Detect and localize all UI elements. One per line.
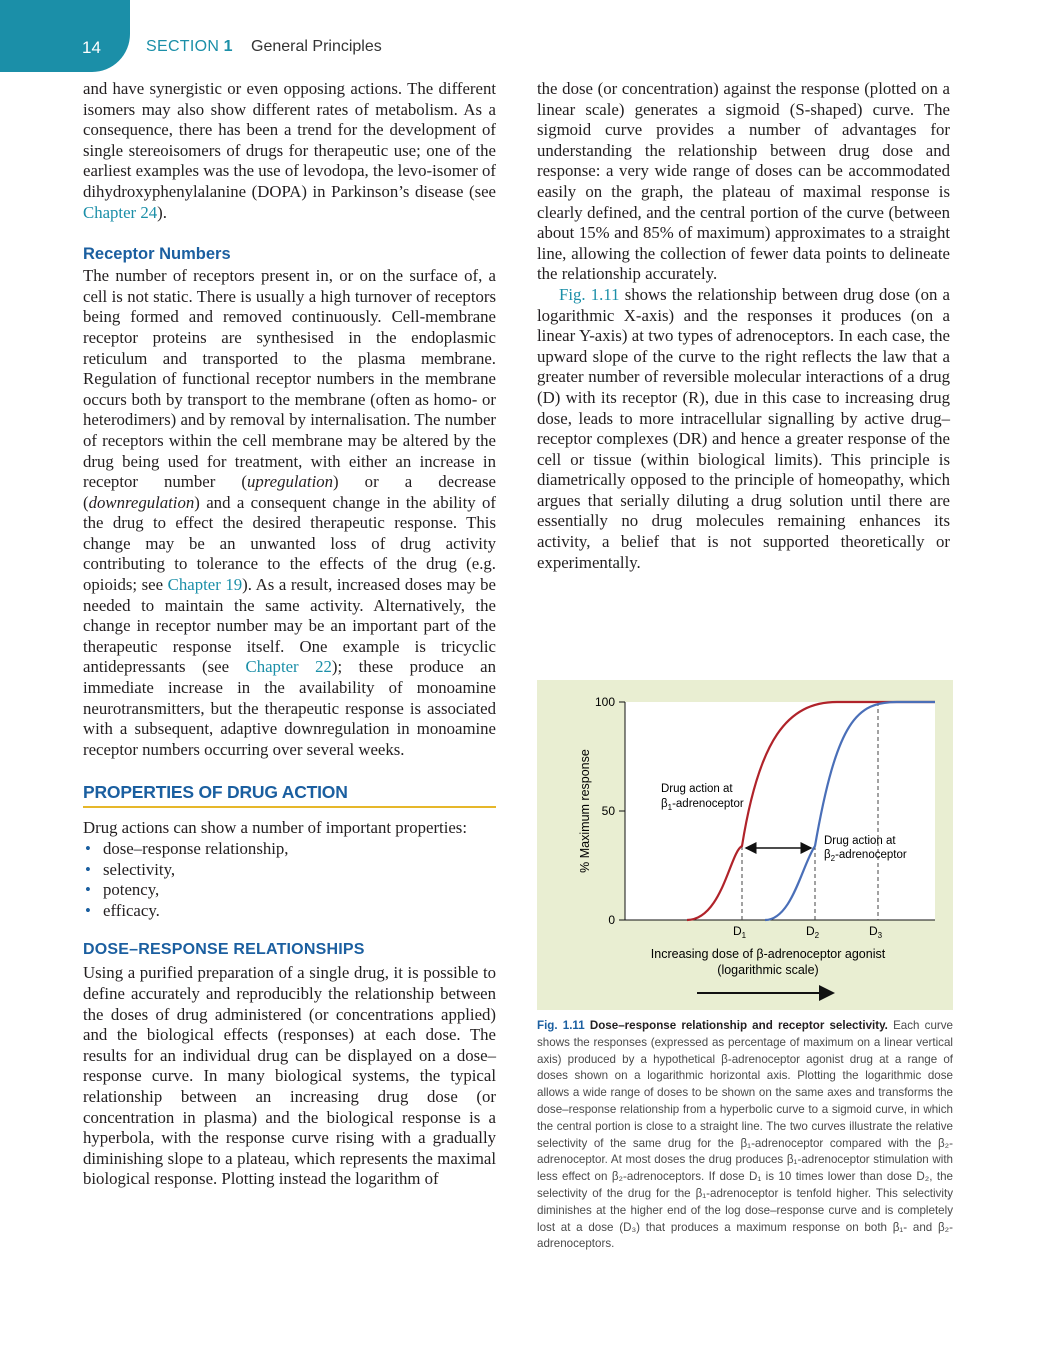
x-marker-d1: $D_1$ <box>733 924 747 940</box>
figure-caption <box>537 1018 953 1253</box>
section-tab <box>0 0 130 72</box>
figure-link[interactable]: Fig. 1.11 <box>559 284 620 304</box>
paragraph: Drug actions can show a number of important properties: <box>83 818 468 838</box>
section-title: General Principles <box>251 38 382 55</box>
list-item: • selectivity, <box>85 859 176 879</box>
caption-text: Each curve shows the responses (expressed as percentage of maximum on a linear vertical axis) produced by a hypothetical β-adrenoceptor agonist drug at a range of doses shown on a logarithmic horizontal axis. Plotting the logarithmic dose allows a wide range of doses to be shown on the same axes and transforms the dose–response relationship from a hyperbolic curve to a sigmoid curve, in which the central portion is close to a straight line. The two curves illustrate the relative selectivity of the same drug for the β₁-adrenoceptor compared with the β₂-adrenoceptor. At most doses the drug produces β₁-adrenoceptor stimulation with less effect on β₂-adrenoceptors. If dose D₁ is 10 times lower than dose D₂, the selectivity of the drug for the β₁-adrenoceptor is tenfold higher. This selectivity diminishes at the higher end of the log dose–response curve and is completely lost at a dose (D₃) that produces a maximum response on both β₁- and β₂-adrenoceptors. <box>537 1019 953 1251</box>
paragraph: The number of receptors present in, or on the surface of, a cell is not static. There is usually a high turnover of receptors being formed and removed continuously. Cell-membrane receptor proteins are synthesised in the endoplasmic reticulum and transported to the plasma membrane. Regulation of functional receptor numbers in the membrane occurs both by transport to the membrane (often as homo- or heterodimers) and by removal by internalisation. The number of receptors within the cell membrane may be altered by the drug being used for treatment, with either an increase in receptor number (upregulation) or a decrease (downregulation) and a consequent change in the ability of the drug to effect the desired therapeutic response. This change may be an unwanted loss of drug activity contributing to tolerance to the effects of the drug (e.g. opioids; see Chapter 19). As a result, increased doses may be needed to maintain the same activity. Alternatively, the change in receptor number may be an important part of the therapeutic response itself. One example is tricyclic antidepressants (see Chapter 22); these produce an immediate increase in the availability of monoamine neurotransmitters, but the therapeutic response is associated with a subsequent, adaptive downregulation in monoamine receptor numbers occurring over several weeks. <box>83 266 496 759</box>
chapter-link[interactable]: Chapter 19 <box>167 575 243 595</box>
y-axis-label: % Maximum response <box>578 749 592 873</box>
chapter-link[interactable]: Chapter 22 <box>245 657 332 677</box>
left-column <box>83 79 496 1190</box>
paragraph: Using a purified preparation of a single drug, it is possible to define accurately and reproducibly the relationship between the doses of drug administered (or concentrations applied) and the biological effects (responses) at each dose. The results for an individual drug can be displayed on a dose–response curve. In many biological systems, the typical relationship between an increasing drug dose (or concentration in plasma) and the biological response is a hyperbola, with the response curve rising with a gradually diminishing slope to a plateau, which represents the maximal biological response. Plotting instead the logarithm of <box>83 963 496 1189</box>
dose-response-chart <box>537 680 953 1010</box>
chapter-link[interactable]: Chapter 24 <box>83 202 158 222</box>
y-tick-label: 50 <box>601 804 615 818</box>
x-axis-label-line2: (logarithmic scale) <box>717 963 819 977</box>
heading-properties: PROPERTIES OF DRUG ACTION <box>83 782 496 808</box>
annotation-beta1: Drug action at <box>661 783 733 795</box>
paragraph: the dose (or concentration) against the response (plotted on a linear scale) generates a sigmoid (S-shaped) curve. The sigmoid curve provides a number of advantages for understanding the relationship between drug dose and response: a very wide range of doses can be accommodated easily on the graph, the plateau of maximal response is clearly defined, and the central portion of the curve (between about 15% and 85% of maximum) approximates to a straight line, allowing the collection of fewer data points to delineate the relationship accurately. <box>537 79 950 284</box>
x-marker-d2: $D_2$ <box>806 924 820 940</box>
running-header <box>146 38 382 56</box>
properties-list <box>83 839 496 921</box>
list-item: • potency, <box>85 880 160 900</box>
figure-dose-response <box>537 680 953 1010</box>
x-axis-label-line1: Increasing dose of β-adrenoceptor agonist <box>650 947 886 961</box>
list-item: • efficacy. <box>85 900 160 920</box>
x-marker-d3: $D_3$ <box>869 924 883 940</box>
right-column <box>537 79 950 573</box>
paragraph: and have synergistic or even opposing actions. The different isomers may also show different rates of metabolism. As a consequence, there has been a trend for the development of single stereoisomers of drugs for therapeutic use; one of the earliest examples was the use of levodopa, the levo-isomer of dihydroxyphenylalanine (DOPA) in Parkinson’s disease (see Chapter 24). <box>83 79 496 222</box>
paragraph: Fig. 1.11 shows the relationship between drug dose (on a logarithmic X-axis) and the responses it produces (on a linear Y-axis) at two types of adrenoceptors. In each case, the upward slope of the curve to the right reflects the law that a greater number of reversible molecular interactions of a drug (D) with its receptor (R), due in this case to increasing drug dose, leads to more intracellular signalling by active drug–receptor complexes (DR) and hence a greater response of the cell or tissue (within biological limits). This principle is diametrically opposed to the principle of homeopathy, which argues that serially diluting a drug solution until there are essentially no drug molecules remaining enhances its activity, a belief that is not supported theoretically or experimentally. <box>537 284 951 572</box>
caption-label: Fig. 1.11 <box>537 1019 585 1032</box>
y-tick-label: 100 <box>594 695 615 709</box>
annotation-beta2-line2: $\beta_2$-adrenoceptor <box>824 849 907 863</box>
list-item: • dose–response relationship, <box>85 839 289 858</box>
heading-dose-response: DOSE–RESPONSE RELATIONSHIPS <box>83 941 365 959</box>
section-number: 1 <box>223 38 233 55</box>
y-tick-label: 0 <box>608 913 615 927</box>
subheading-receptor-numbers: Receptor Numbers <box>83 245 231 264</box>
caption-title: Dose–response relationship and receptor selectivity. <box>589 1019 888 1032</box>
annotation-beta2: Drug action at <box>824 835 896 847</box>
annotation-beta1-line2: $\beta_1$-adrenoceptor <box>661 798 744 812</box>
page-number: 14 <box>82 38 101 57</box>
section-label: SECTION <box>146 38 220 55</box>
